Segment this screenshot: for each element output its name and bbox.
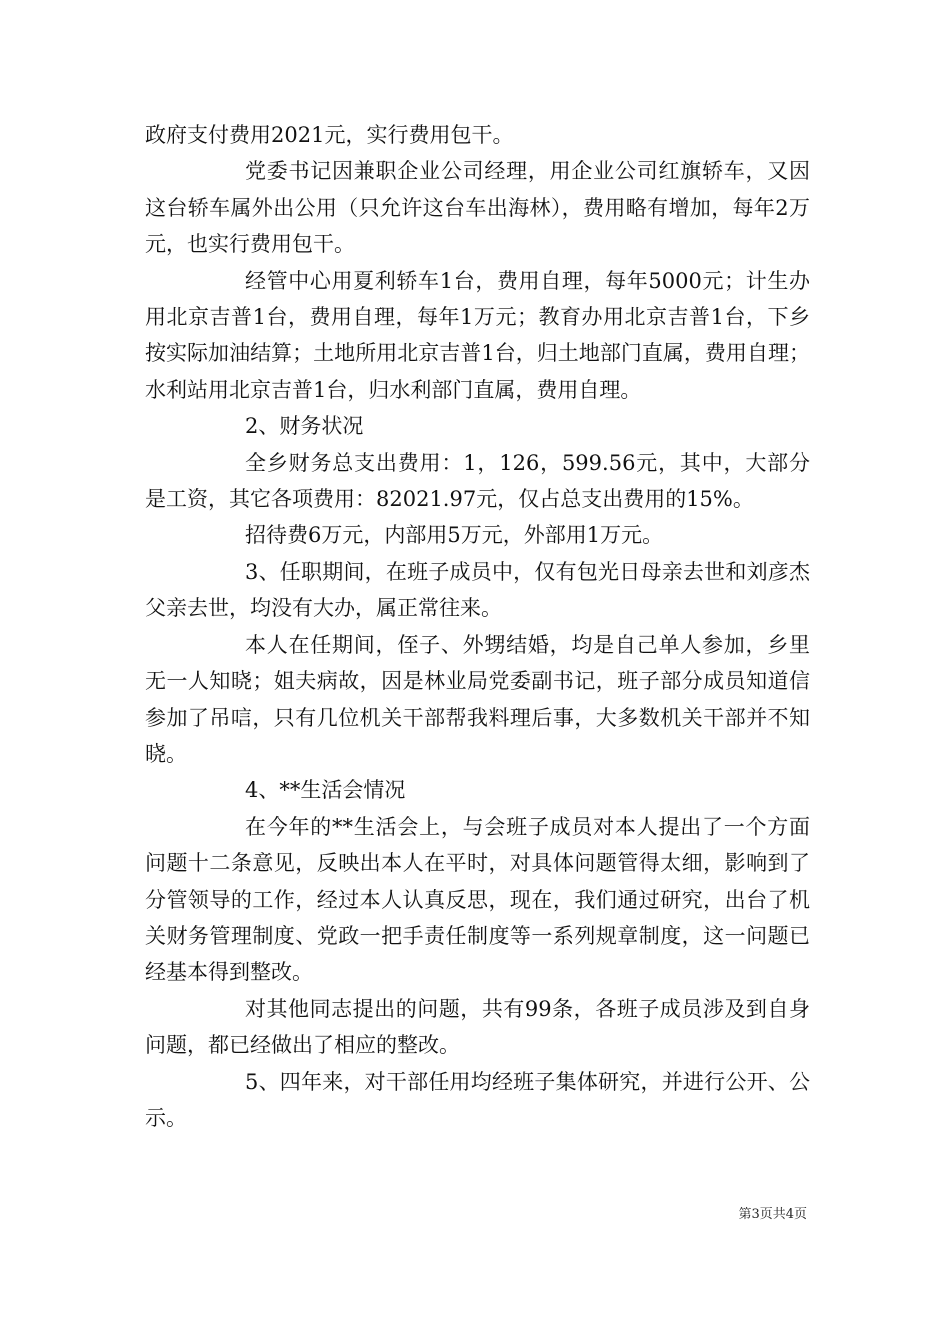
paragraph-10: 5、四年来，对干部任用均经班子集体研究，并进行公开、公示。	[145, 1069, 810, 1130]
section-heading-meeting: 4、**生活会情况	[245, 778, 406, 803]
section-heading-finance: 2、财务状况	[245, 414, 364, 439]
paragraph-8: 在今年的**生活会上，与会班子成员对本人提出了一个方面问题十二条意见，反映出本人在平时，对具体问题管得太细，影响到了分管领导的工作，经过本人认真反思，现在，我们通过研究，出台了机关财务管理制度、党政一把手责任制度等一系列规章制度，这一问题已经基本得到整改。	[145, 814, 810, 985]
paragraph-5: 招待费6万元，内部用5万元，外部用1万元。	[245, 523, 664, 548]
paragraph-6: 3、任职期间，在班子成员中，仅有包光日母亲去世和刘彦杰父亲去世，均没有大办，属正常往来。	[145, 559, 810, 621]
document-body	[145, 117, 810, 1136]
paragraph-2: 党委书记因兼职企业公司经理，用企业公司红旗轿车，又因这台轿车属外出公用（只允许这台车出海林），费用略有增加，每年2万元，也实行费用包干。	[145, 159, 810, 257]
paragraph-9: 对其他同志提出的问题，共有99条，各班子成员涉及到自身问题，都已经做出了相应的整改。	[145, 996, 810, 1058]
paragraph-7: 本人在任期间，侄子、外甥结婚，均是自己单人参加，乡里无一人知晓；姐夫病故，因是林业局党委副书记，班子部分成员知道信参加了吊唁，只有几位机关干部帮我料理后事，大多数机关干部并不知晓。	[145, 632, 810, 766]
paragraph-1: 政府支付费用2021元，实行费用包干。	[145, 123, 514, 147]
paragraph-4: 全乡财务总支出费用：1，126，599.56元，其中，大部分是工资，其它各项费用：82021.97元，仅占总支出费用的15%。	[145, 450, 810, 512]
page-number-footer: 第3页共4页	[738, 1207, 807, 1222]
paragraph-3: 经管中心用夏利轿车1台，费用自理，每年5000元；计生办用北京吉普1台，费用自理，每年1万元；教育办用北京吉普1台，下乡按实际加油结算；土地所用北京吉普1台，归土地部门直属，费用自理；水利站用北京吉普1台，归水利部门直属，费用自理。	[145, 268, 810, 402]
